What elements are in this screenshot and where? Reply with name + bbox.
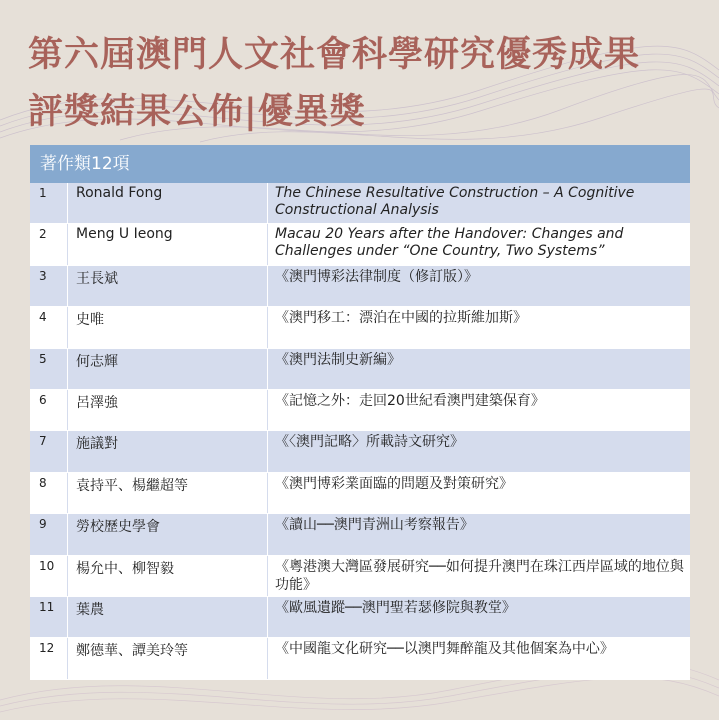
row-author: 何志輝 (68, 349, 268, 389)
table-row (30, 349, 690, 390)
row-author: Ronald Fong (68, 183, 268, 223)
row-work-title: 《中國龍文化研究──以澳門舞醉龍及其他個案為中心》 (275, 641, 614, 658)
row-author: 勞校歷史學會 (68, 514, 268, 554)
row-work-title: The Chinese Resultative Construction – A Cognitive Constructional Analysis (275, 185, 635, 218)
page-title-line-1: 第六屆澳門人文社會科學研究優秀成果 (28, 34, 641, 75)
row-author: 施議對 (68, 431, 268, 471)
row-author: 呂澤強 (68, 390, 268, 430)
row-number: 2 (30, 224, 68, 264)
table-row (30, 307, 690, 348)
table-row (30, 514, 690, 555)
table-header: 著作類12項 (30, 145, 690, 183)
table-row (30, 183, 690, 224)
row-work-title: 《澳門博彩法律制度（修訂版）》 (275, 268, 478, 285)
row-work-title: Macau 20 Years after the Handover: Changes and Challenges under “One Country, Two Systems” (275, 226, 624, 260)
row-number: 1 (30, 183, 68, 223)
row-number: 10 (30, 556, 68, 596)
table-row (30, 431, 690, 472)
row-work-title: 《澳門移工：漂泊在中國的拉斯維加斯》 (275, 310, 527, 327)
table-row (30, 266, 690, 307)
table-row (30, 556, 690, 597)
row-number: 4 (30, 307, 68, 347)
row-work-title: 《澳門博彩業面臨的問題及對策研究》 (275, 475, 513, 492)
row-author: Meng U Ieong (68, 224, 268, 264)
table-row (30, 597, 690, 638)
row-work-title: 《讀山──澳門青洲山考察報告》 (275, 517, 474, 534)
row-author: 葉農 (68, 597, 268, 637)
table-row (30, 390, 690, 431)
row-work-title: 《〈澳門記略〉所載詩文研究》 (275, 434, 464, 451)
row-number: 5 (30, 349, 68, 389)
row-author: 楊允中、柳智毅 (68, 556, 268, 596)
row-author: 史唯 (68, 307, 268, 347)
table-body (30, 183, 690, 680)
row-author: 袁持平、楊繼超等 (68, 473, 268, 513)
row-number: 3 (30, 266, 68, 306)
results-table (30, 145, 690, 680)
row-work-title: 《歐風遺蹤──澳門聖若瑟修院與教堂》 (275, 599, 516, 616)
row-work-title: 《澳門法制史新編》 (275, 351, 401, 368)
row-author: 鄭德華、譚美玲等 (68, 638, 268, 678)
row-work-title: 《粵港澳大灣區發展研究──如何提升澳門在珠江西岸區域的地位與功能》 (275, 558, 684, 593)
row-number: 11 (30, 597, 68, 637)
table-row (30, 224, 690, 265)
page-title-line-2: 評獎結果公佈|優異獎 (28, 91, 366, 132)
row-number: 8 (30, 473, 68, 513)
row-number: 7 (30, 431, 68, 471)
row-number: 9 (30, 514, 68, 554)
row-number: 12 (30, 638, 68, 678)
row-number: 6 (30, 390, 68, 430)
table-row (30, 638, 690, 679)
table-row (30, 473, 690, 514)
row-work-title: 《記憶之外：走回20世紀看澳門建築保育》 (275, 392, 545, 409)
row-author: 王長斌 (68, 266, 268, 306)
